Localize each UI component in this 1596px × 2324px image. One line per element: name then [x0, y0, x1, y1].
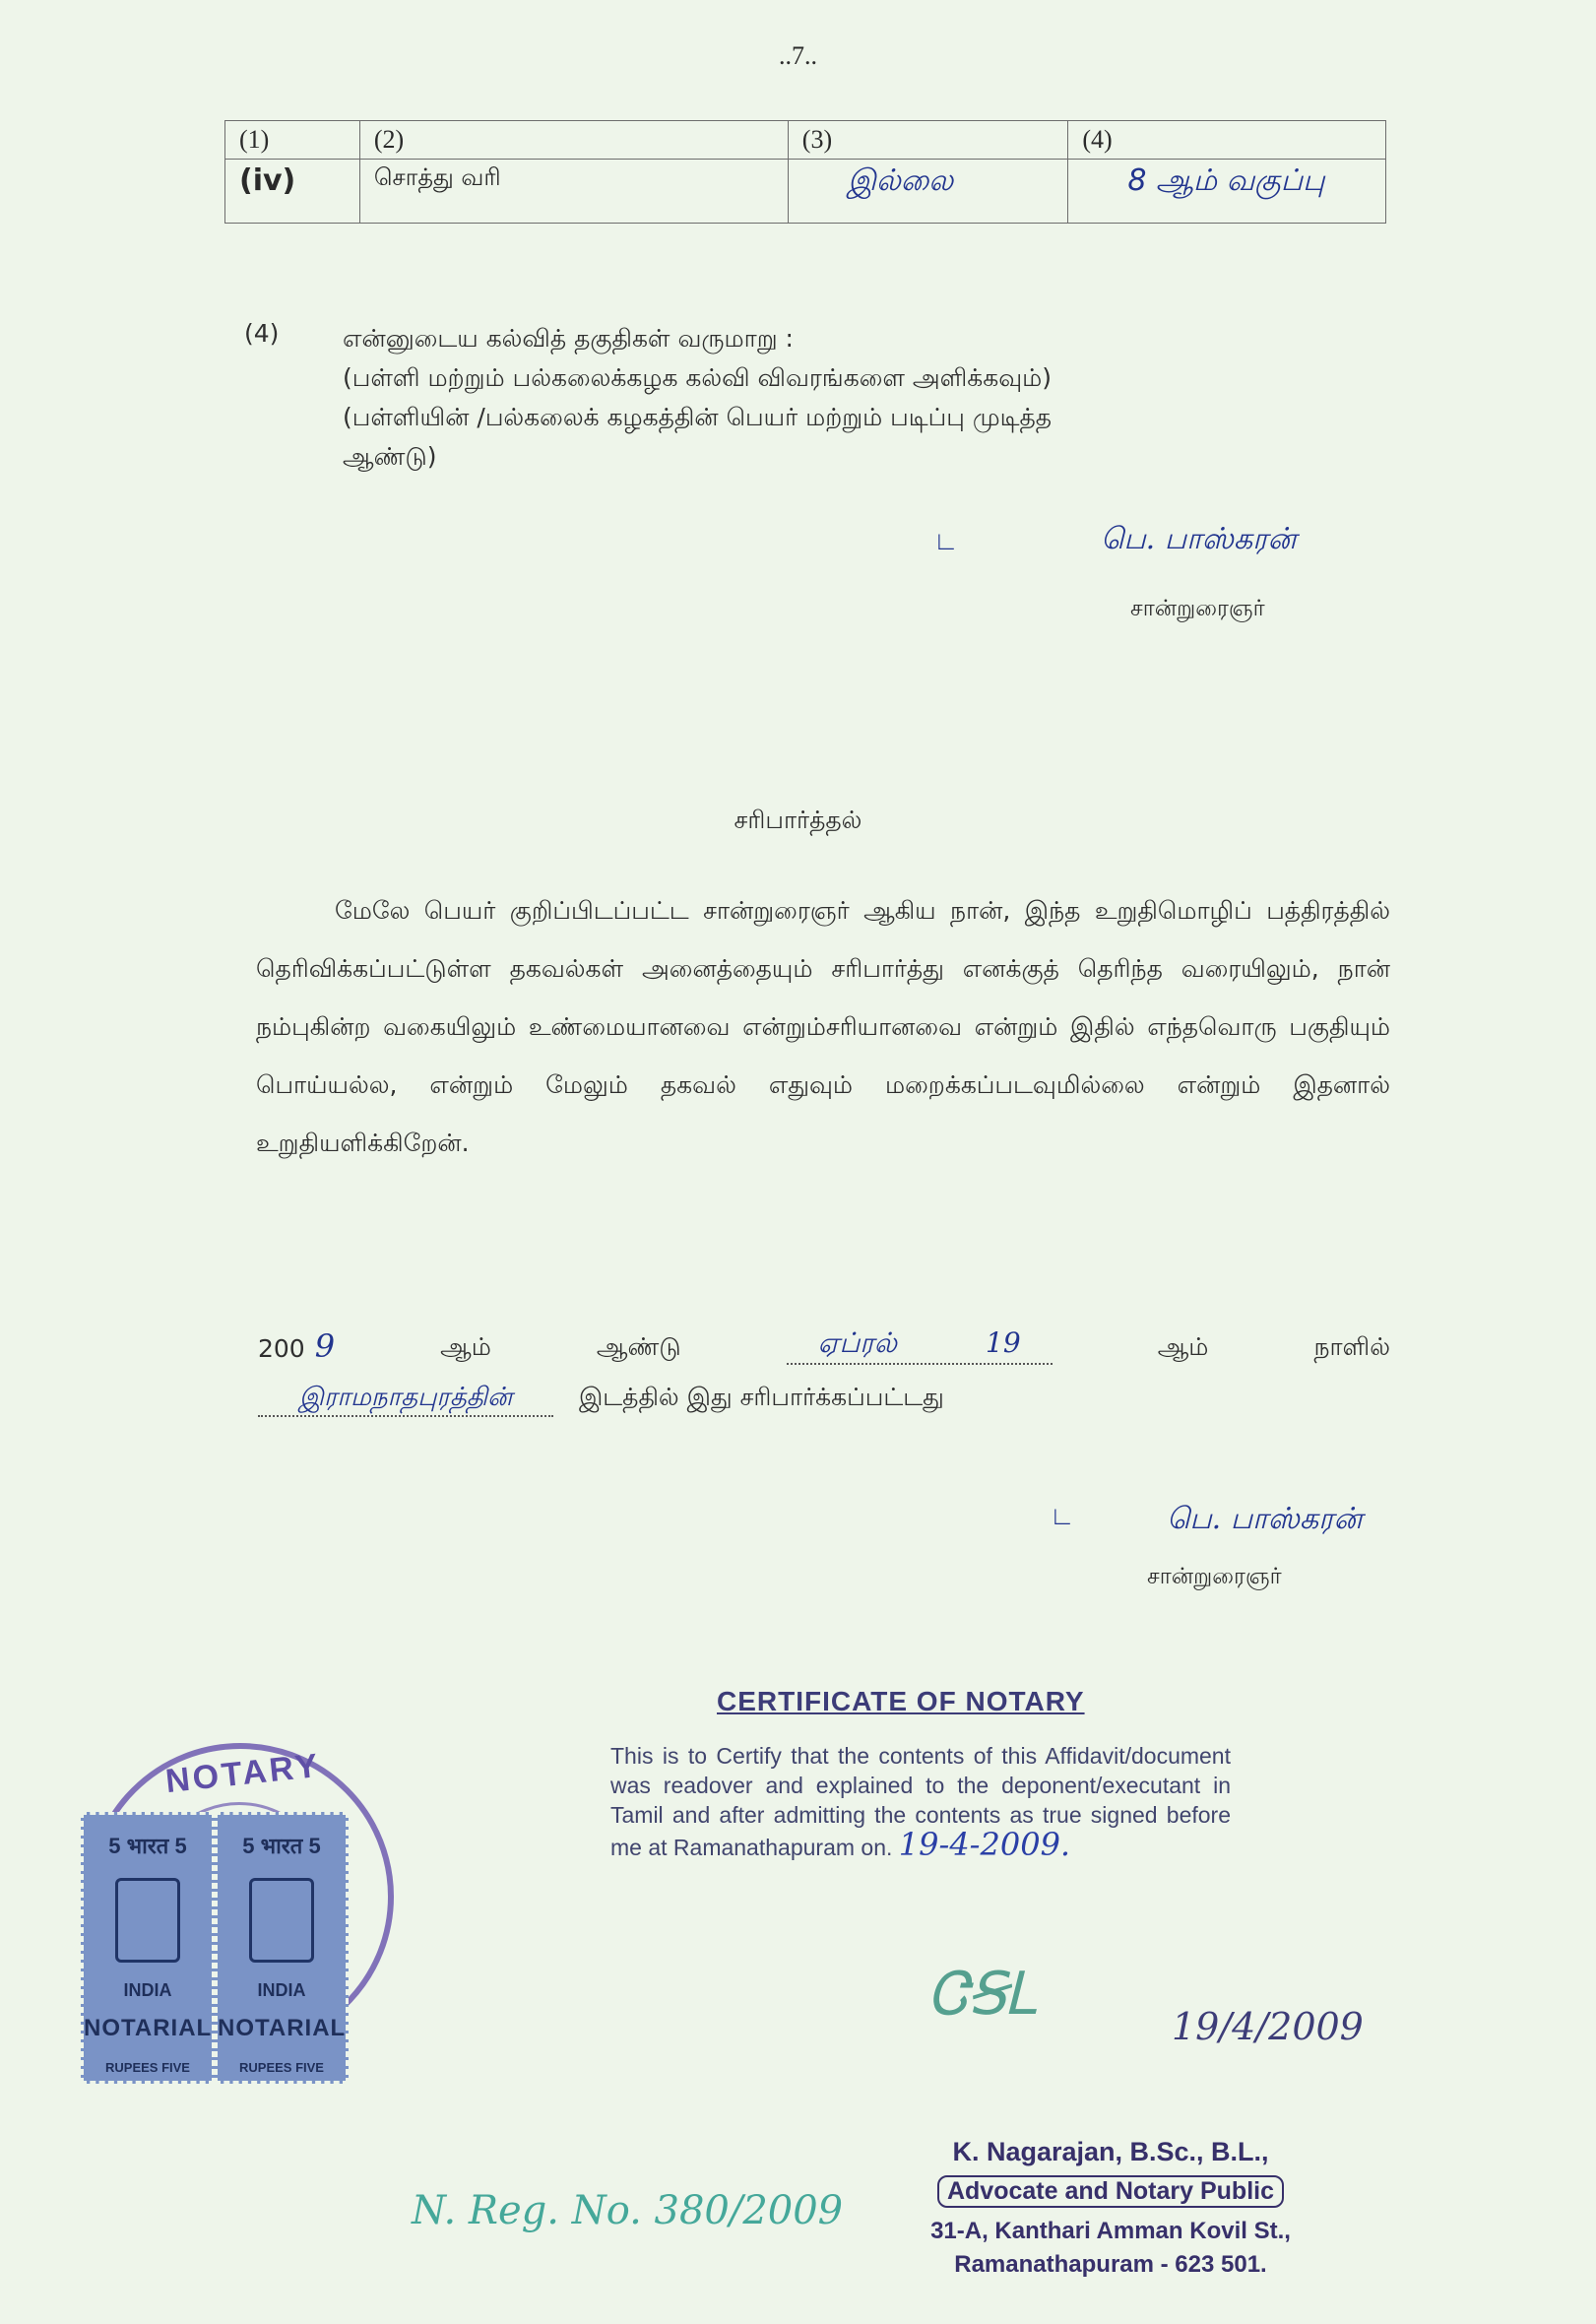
clause-line-4: ஆண்டு): [343, 442, 437, 471]
revenue-stamp-2: [215, 1812, 349, 2084]
deponent-signature-1: பெ. பாஸ்கரன்: [1101, 522, 1297, 556]
aam-label-1: ஆம்: [440, 1332, 491, 1361]
clause-line-3: (பள்ளியின் /பல்கலைக் கழகத்தின் பெயர் மற்றும் படிப்பு முடித்த: [343, 403, 1053, 431]
verification-paragraph: [256, 881, 1390, 1172]
day-handwritten: 19: [986, 1326, 1021, 1359]
notary-city: Ramanathapuram - 623 501.: [954, 2251, 1267, 2278]
notary-address: 31-A, Kanthari Amman Kovil St.,: [930, 2218, 1291, 2244]
stamp-denomination: 5 भारत 5: [242, 1834, 321, 1858]
property-tax-table: [224, 120, 1386, 224]
stamp-country: INDIA: [257, 1980, 306, 2000]
stamp-country: INDIA: [123, 1980, 172, 2000]
notary-title: Advocate and Notary Public: [937, 2175, 1284, 2208]
table-header-row: [225, 121, 1386, 160]
stamp-overprint: NOTARIAL: [84, 2015, 213, 2041]
emblem-icon: [115, 1878, 180, 1963]
notary-register-number: N. Reg. No. 380/2009: [412, 2188, 844, 2233]
emblem-icon: [249, 1878, 314, 1963]
deponent-signature-2: பெ. பாஸ்கரன்: [1167, 1502, 1363, 1536]
clause-line-2: (பள்ளி மற்றும் பல்கலைக்கழக கல்வி விவரங்களை அளிக்கவும்): [343, 363, 1053, 392]
certificate-title: CERTIFICATE OF NOTARY: [717, 1686, 1085, 1716]
notary-signature: ᏣꞨᏞ: [927, 1960, 1040, 2029]
certificate-text: This is to Certify that the contents of this Affidavit/document was readover and explained to the deponent/executant in Tamil and after admitting the contents as true signed before me at Ramanathapuram on.: [610, 1743, 1231, 1860]
certificate-body: [610, 1741, 1231, 1862]
tick-mark-2: ∟: [1050, 1502, 1075, 1530]
verified-statement: இடத்தில் இது சரிபார்க்கப்பட்டது: [578, 1383, 944, 1411]
row-education-handwritten: 8 ஆம் வகுப்பு: [1068, 160, 1386, 224]
clause-number: (4): [244, 319, 280, 348]
verification-heading: சரிபார்த்தல்: [734, 806, 862, 834]
row-number: (iv): [225, 160, 360, 224]
notary-seal-text: NOTARY: [163, 1746, 323, 1801]
deponent-label-1: சான்றுரைஞர்: [1130, 596, 1265, 621]
page-number: ..7..: [779, 41, 817, 70]
header-col-2: (2): [359, 121, 788, 160]
revenue-stamp-1: [81, 1812, 215, 2084]
table-row: [225, 160, 1386, 224]
place-blank: [258, 1383, 553, 1417]
year-handwritten: 9: [314, 1327, 336, 1365]
year-prefix: 200: [258, 1334, 305, 1363]
stamp-value: RUPEES FIVE: [105, 2060, 190, 2075]
naalil-label: நாளில்: [1313, 1332, 1390, 1361]
stamp-denomination: 5 भारत 5: [108, 1834, 187, 1858]
notary-rubber-stamp: [894, 2137, 1327, 2279]
tick-mark: ∟: [933, 527, 959, 555]
place-handwritten: இராமநாதபுரத்தின்: [298, 1383, 513, 1412]
deponent-label-2: சான்றுரைஞர்: [1147, 1564, 1282, 1589]
aandu-label: ஆண்டு: [596, 1332, 681, 1361]
notary-sign-date: 19/4/2009: [1172, 2005, 1364, 2048]
month-handwritten: ஏப்ரல்: [817, 1326, 897, 1359]
stamp-value: RUPEES FIVE: [239, 2060, 324, 2075]
clause-line-1: என்னுடைய கல்வித் தகுதிகள் வருமாறு :: [343, 324, 794, 353]
notary-name: K. Nagarajan, B.Sc., B.L.,: [952, 2137, 1269, 2166]
row-item: சொத்து வரி: [359, 160, 788, 224]
header-col-1: (1): [225, 121, 360, 160]
verification-date-line: [258, 1320, 1390, 1417]
aam-label-2: ஆம்: [1157, 1332, 1209, 1361]
row-value-handwritten: இல்லை: [788, 160, 1068, 224]
month-day-blank: [787, 1326, 1053, 1365]
certificate-date-handwritten: 19-4-2009.: [898, 1826, 1071, 1863]
verification-text: மேலே பெயர் குறிப்பிடப்பட்ட சான்றுரைஞர் ஆகிய நான், இந்த உறுதிமொழிப் பத்திரத்தில் தெரிவிக்கப்பட்டுள்ள தகவல்கள் அனைத்தையும் சரிபார்த்து எனக்குத் தெரிந்த வரையிலும், நான் நம்புகின்ற வகையிலும் உண்மையானவை என்றும்சரியானவை என்றும் இதில் எந்தவொரு பகுதியும் பொய்யல்ல, என்றும் மேலும் தகவல் எதுவும் மறைக்கப்படவுமில்லை என்றும் இதனால் உறுதியளிக்கிறேன்.: [256, 896, 1390, 1157]
stamp-overprint: NOTARIAL: [218, 2015, 347, 2041]
header-col-3: (3): [788, 121, 1068, 160]
header-col-4: (4): [1068, 121, 1386, 160]
